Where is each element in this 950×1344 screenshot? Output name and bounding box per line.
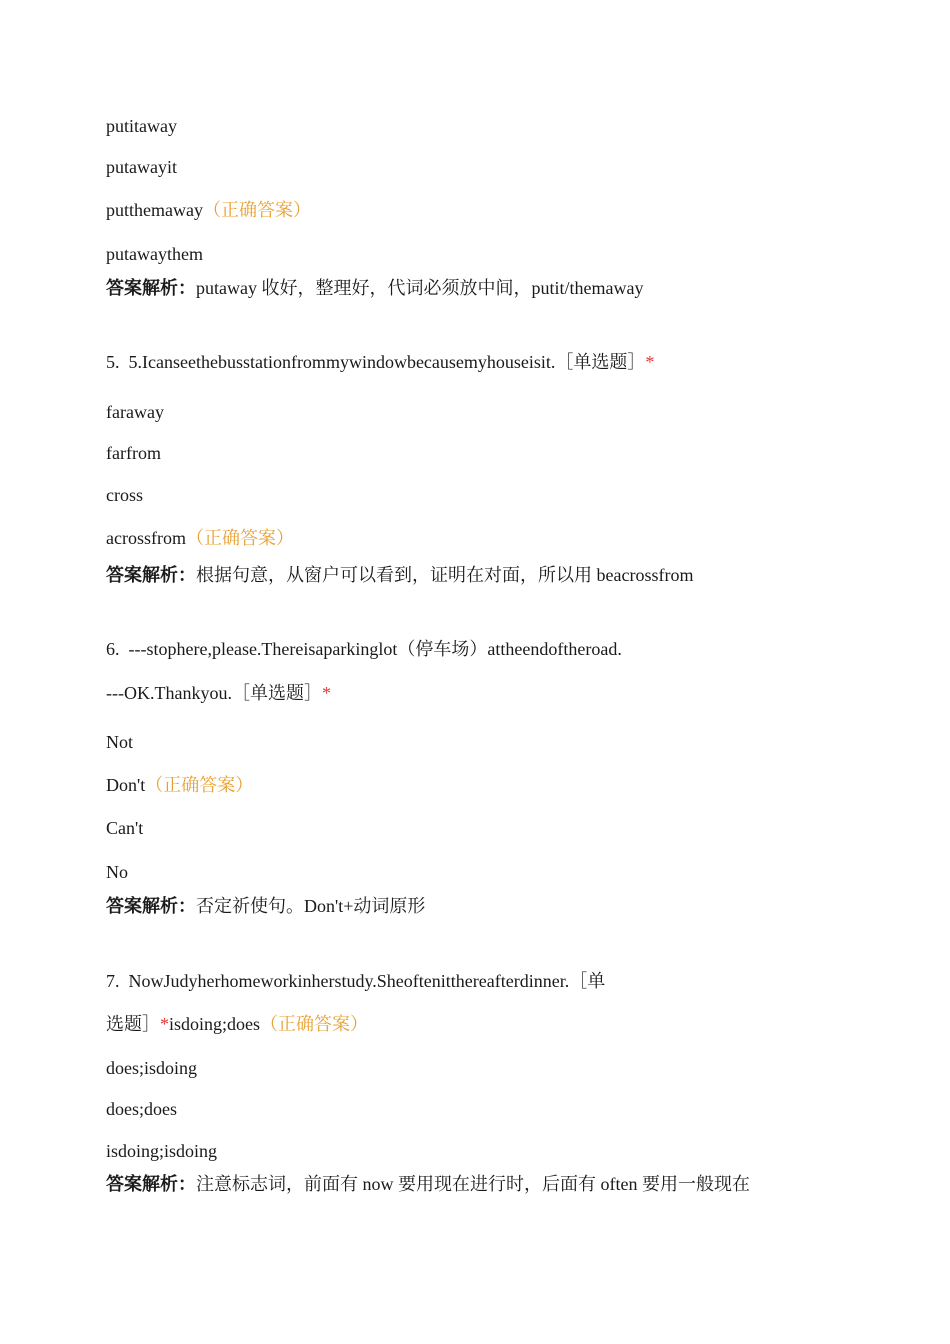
q7-question-line1	[106, 969, 605, 993]
q6-option-c: Can't	[106, 818, 144, 838]
q5-question	[106, 350, 654, 374]
explanation-label: 答案解析：	[106, 278, 196, 298]
q7-explanation	[106, 1172, 750, 1196]
q7-option-b: does;isdoing	[106, 1058, 198, 1078]
explanation-text: 根据句意，从窗户可以看到，证明在对面，所以用 beacrossfrom	[196, 565, 694, 585]
q4-option-d: putawaythem	[106, 244, 203, 264]
correct-answer-tag: （正确答案）	[185, 528, 294, 548]
required-star: *	[160, 1014, 169, 1034]
explanation-text: 注意标志词，前面有 now 要用现在进行时，后面有 often 要用一般现在	[196, 1174, 750, 1194]
explanation-label: 答案解析：	[106, 565, 196, 585]
q6-question-line2	[106, 681, 331, 705]
required-star: *	[321, 683, 331, 703]
q6-option-b: Don't（正确答案）	[106, 775, 254, 795]
explanation-label: 答案解析：	[106, 896, 196, 916]
q4-option-a: putitaway	[106, 116, 177, 136]
question-number: 6.	[106, 639, 120, 659]
q7-option-c: does;does	[106, 1099, 177, 1119]
q6-option-a: Not	[106, 732, 133, 752]
explanation-text: putaway 收好，整理好，代词必须放中间，putit/themaway	[196, 278, 644, 298]
question-number: 5.	[106, 352, 120, 372]
question-number: 7.	[106, 971, 120, 991]
correct-answer-tag: （正确答案）	[145, 775, 254, 795]
question-text: ---stophere,please.Thereisaparkinglot（停车场）attheendoftheroad.	[128, 639, 622, 659]
q7-question-line2	[106, 1012, 368, 1036]
q5-option-d: acrossfrom（正确答案）	[106, 528, 294, 548]
q4-explanation	[106, 276, 643, 300]
q5-explanation	[106, 563, 693, 587]
question-text: ---OK.Thankyou.［单选题］	[106, 683, 322, 703]
question-text: 5.Icanseethebusstationfrommywindowbecausemyhouseisit.［单选题］	[128, 352, 646, 372]
q6-option-d: No	[106, 862, 128, 882]
q6-explanation	[106, 894, 425, 918]
question-text: 选题］	[106, 1014, 160, 1034]
q5-option-b: farfrom	[106, 443, 161, 463]
correct-answer-tag: （正确答案）	[202, 200, 311, 220]
explanation-label: 答案解析：	[106, 1174, 196, 1194]
correct-answer-tag: （正确答案）	[260, 1014, 369, 1034]
q4-option-c: putthemaway（正确答案）	[106, 200, 311, 220]
question-text: NowJudyherhomeworkinherstudy.Sheoftenitthereafterdinner.［单	[128, 971, 606, 991]
q7-option-a: isdoing;does	[169, 1014, 261, 1034]
explanation-text: 否定祈使句。Don't+动词原形	[196, 896, 426, 916]
q7-option-d: isdoing;isdoing	[106, 1141, 218, 1161]
q5-option-a: faraway	[106, 402, 164, 422]
q6-question-line1	[106, 637, 622, 661]
required-star: *	[645, 352, 655, 372]
q5-option-c: cross	[106, 485, 143, 505]
q4-option-b: putawayit	[106, 157, 177, 177]
